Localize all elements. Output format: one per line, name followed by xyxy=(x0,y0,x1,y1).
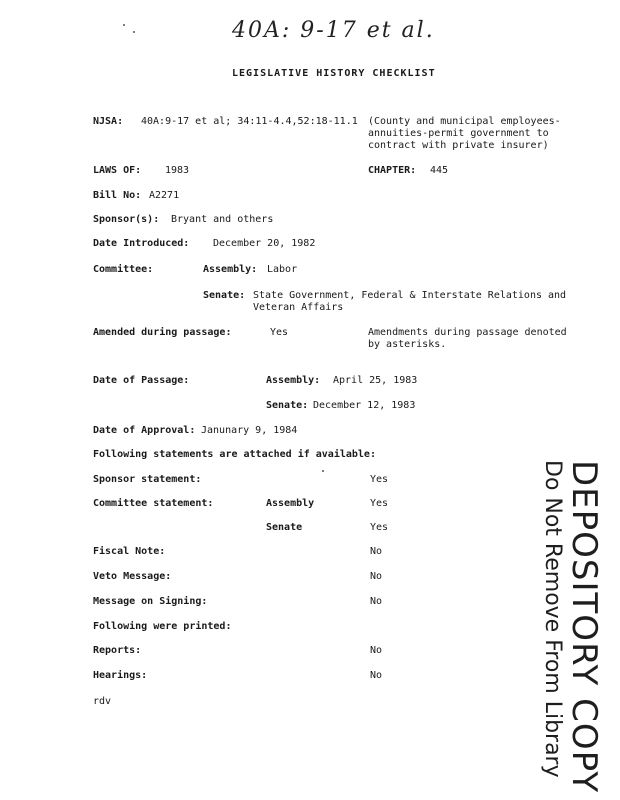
typist-initials: rdv xyxy=(93,696,112,707)
scan-speck xyxy=(123,24,125,26)
fiscal-note-value: No xyxy=(370,546,383,557)
message-on-signing-label: Message on Signing: xyxy=(93,596,208,607)
committee-label: Committee: xyxy=(93,264,154,275)
passage-senate-value: December 12, 1983 xyxy=(313,400,416,411)
laws-of-label: LAWS OF: xyxy=(93,165,142,176)
date-of-passage-label: Date of Passage: xyxy=(93,375,190,386)
committee-senate-label: Senate: xyxy=(203,290,246,301)
scan-speck xyxy=(322,470,324,472)
veto-message-value: No xyxy=(370,571,383,582)
fiscal-note-label: Fiscal Note: xyxy=(93,546,166,557)
handwritten-header: 40A: 9-17 et al. xyxy=(232,18,435,43)
stamp-line-1: DEPOSITORY COPY xyxy=(564,460,604,794)
stamp-line-2: Do Not Remove From Library xyxy=(540,460,565,778)
sponsor-statement-value: Yes xyxy=(370,474,389,485)
date-of-approval-label: Date of Approval: xyxy=(93,425,196,436)
amended-note-line-1: Amendments during passage denoted xyxy=(368,327,567,338)
njsa-description-line-2: annuities-permit government to xyxy=(368,128,549,139)
bill-no-label: Bill No: xyxy=(93,190,142,201)
reports-value: No xyxy=(370,645,383,656)
committee-assembly-value: Labor xyxy=(267,264,298,275)
passage-senate-label: Senate: xyxy=(266,400,309,411)
date-introduced-value: December 20, 1982 xyxy=(213,238,316,249)
attached-statements-heading: Following statements are attached if available: xyxy=(93,449,376,460)
date-introduced-label: Date Introduced: xyxy=(93,238,190,249)
njsa-label: NJSA: xyxy=(93,116,124,127)
message-on-signing-value: No xyxy=(370,596,383,607)
njsa-description-line-1: (County and municipal employees- xyxy=(368,116,561,127)
committee-assembly-label: Assembly: xyxy=(203,264,258,275)
committee-senate-value-line-1: State Government, Federal & Interstate Relations and xyxy=(253,290,567,301)
bill-no-value: A2271 xyxy=(149,190,180,201)
committee-statement-senate-value: Yes xyxy=(370,522,389,533)
amended-value: Yes xyxy=(270,327,289,338)
date-of-approval-value: Janunary 9, 1984 xyxy=(201,425,298,436)
amended-note-line-2: by asterisks. xyxy=(368,339,447,350)
sponsors-label: Sponsor(s): xyxy=(93,214,160,225)
njsa-value: 40A:9-17 et al; 34:11-4.4,52:18-11.1 xyxy=(141,116,358,127)
chapter-value: 445 xyxy=(430,165,449,176)
scan-speck xyxy=(133,31,135,33)
sponsors-value: Bryant and others xyxy=(171,214,274,225)
committee-statement-assembly-label: Assembly xyxy=(266,498,315,509)
passage-assembly-value: April 25, 1983 xyxy=(333,375,418,386)
chapter-label: CHAPTER: xyxy=(368,165,417,176)
depository-stamp xyxy=(523,460,604,794)
sponsor-statement-label: Sponsor statement: xyxy=(93,474,202,485)
committee-statement-assembly-value: Yes xyxy=(370,498,389,509)
printed-heading: Following were printed: xyxy=(93,621,232,632)
committee-senate-value-line-2: Veteran Affairs xyxy=(253,302,344,313)
amended-label: Amended during passage: xyxy=(93,327,232,338)
reports-label: Reports: xyxy=(93,645,142,656)
committee-statement-senate-label: Senate xyxy=(266,522,303,533)
committee-statement-label: Committee statement: xyxy=(93,498,214,509)
njsa-description-line-3: contract with private insurer) xyxy=(368,140,549,151)
page-title: LEGISLATIVE HISTORY CHECKLIST xyxy=(232,68,436,79)
laws-of-value: 1983 xyxy=(165,165,190,176)
passage-assembly-label: Assembly: xyxy=(266,375,321,386)
hearings-value: No xyxy=(370,670,383,681)
veto-message-label: Veto Message: xyxy=(93,571,172,582)
hearings-label: Hearings: xyxy=(93,670,148,681)
